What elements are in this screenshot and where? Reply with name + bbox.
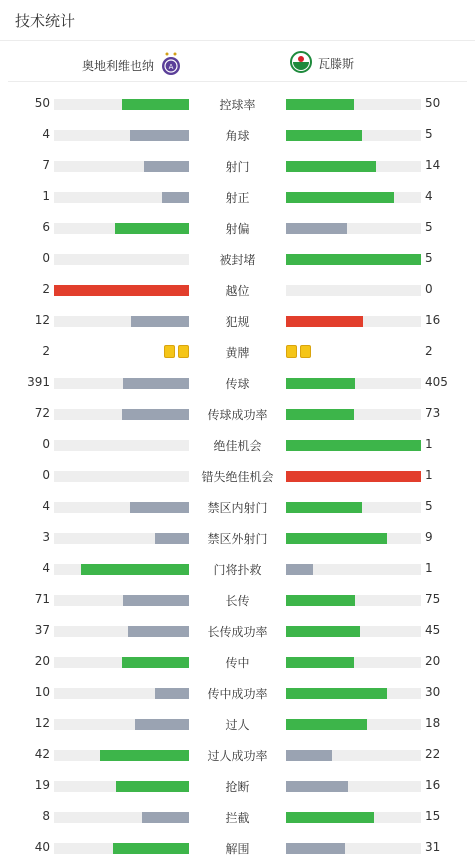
away-value: 50 — [425, 96, 441, 110]
home-bar-fill — [54, 285, 189, 296]
home-value: 50 — [34, 96, 50, 110]
home-bar-fill — [128, 626, 189, 637]
stat-label: 禁区外射门 — [207, 532, 268, 546]
away-bar-fill — [286, 440, 421, 451]
stat-label: 犯规 — [225, 315, 250, 329]
home-bar-track — [54, 285, 189, 296]
stat-row — [0, 841, 475, 855]
stat-label: 角球 — [225, 129, 250, 143]
stat-label: 抢断 — [225, 780, 250, 794]
away-bar-track — [286, 440, 421, 451]
away-bar-fill — [286, 688, 387, 699]
home-bar-track — [54, 502, 189, 513]
home-value: 12 — [34, 716, 50, 730]
home-bar-track — [54, 812, 189, 823]
stat-label: 越位 — [225, 284, 250, 298]
home-bar-track — [54, 130, 189, 141]
stat-row — [0, 190, 475, 204]
home-value: 10 — [34, 685, 50, 699]
stat-label: 过人 — [225, 718, 250, 732]
away-value: 15 — [425, 809, 441, 823]
stat-label: 绝佳机会 — [213, 439, 262, 453]
away-bar-track — [286, 595, 421, 606]
home-value: 4 — [42, 127, 50, 141]
away-bar-track — [286, 564, 421, 575]
home-value: 4 — [42, 499, 50, 513]
stat-row — [0, 97, 475, 111]
away-bar-fill — [286, 409, 354, 420]
away-value: 16 — [425, 313, 441, 327]
stat-label: 射正 — [225, 191, 250, 205]
away-value: 5 — [425, 220, 433, 234]
away-bar-fill — [286, 99, 354, 110]
away-bar-track — [286, 657, 421, 668]
away-team-name: 瓦滕斯 — [318, 57, 355, 71]
stat-label: 解围 — [225, 842, 250, 856]
away-value: 14 — [425, 158, 441, 172]
away-bar-track — [286, 843, 421, 854]
home-value: 6 — [42, 220, 50, 234]
away-bar-fill — [286, 161, 376, 172]
away-bar-fill — [286, 130, 362, 141]
away-bar-track — [286, 409, 421, 420]
stat-label: 传球成功率 — [207, 408, 268, 422]
home-bar-track — [54, 657, 189, 668]
home-bar-fill — [100, 750, 189, 761]
home-bar-fill — [123, 378, 189, 389]
home-bar-fill — [130, 502, 189, 513]
home-value: 40 — [34, 840, 50, 854]
home-bar-track — [54, 254, 189, 265]
stat-row — [0, 686, 475, 700]
away-bar-track — [286, 130, 421, 141]
home-team-name: 奥地利维也纳 — [81, 59, 154, 73]
home-bar-track — [54, 595, 189, 606]
stat-label: 射偏 — [225, 222, 250, 236]
away-value: 75 — [425, 592, 441, 606]
stat-row — [0, 624, 475, 638]
home-value: 391 — [27, 375, 50, 389]
home-value: 1 — [42, 189, 50, 203]
stat-row — [0, 345, 475, 359]
away-value: 30 — [425, 685, 441, 699]
yellow-card-icon — [286, 345, 297, 358]
home-bar-track — [54, 781, 189, 792]
home-bar-fill — [122, 409, 190, 420]
teams-row — [8, 41, 467, 82]
stat-row — [0, 562, 475, 576]
away-bar-track — [286, 750, 421, 761]
stat-label: 拦截 — [225, 811, 250, 825]
home-bar-fill — [155, 688, 189, 699]
home-value: 20 — [34, 654, 50, 668]
home-value: 72 — [34, 406, 50, 420]
stat-label: 黄牌 — [225, 346, 250, 360]
away-bar-track — [286, 471, 421, 482]
away-bar-track — [286, 533, 421, 544]
away-bar-fill — [286, 254, 421, 265]
stat-row — [0, 655, 475, 669]
home-value: 71 — [34, 592, 50, 606]
away-bar-track — [286, 688, 421, 699]
stat-label: 被封堵 — [219, 253, 256, 267]
home-bar-track — [54, 471, 189, 482]
home-bar-track — [54, 223, 189, 234]
home-value: 2 — [42, 344, 50, 358]
away-bar-fill — [286, 192, 394, 203]
home-bar-fill — [131, 316, 189, 327]
stat-row — [0, 221, 475, 235]
stat-label: 射门 — [225, 160, 250, 174]
away-value: 73 — [425, 406, 441, 420]
home-bar-fill — [142, 812, 189, 823]
away-bar-track — [286, 626, 421, 637]
home-bar-track — [54, 626, 189, 637]
home-bar-track — [54, 192, 189, 203]
yellow-card-icon — [164, 345, 175, 358]
away-bar-track — [286, 192, 421, 203]
away-bar-fill — [286, 843, 345, 854]
home-bar-track — [54, 843, 189, 854]
home-team[interactable] — [82, 51, 182, 80]
stat-row — [0, 128, 475, 142]
home-bar-fill — [144, 161, 189, 172]
away-value: 2 — [425, 344, 433, 358]
away-value: 45 — [425, 623, 441, 637]
away-bar-fill — [286, 564, 313, 575]
away-value: 31 — [425, 840, 441, 854]
home-value: 12 — [34, 313, 50, 327]
away-bar-fill — [286, 595, 355, 606]
home-value: 8 — [42, 809, 50, 823]
away-bar-fill — [286, 812, 374, 823]
home-bar-fill — [135, 719, 189, 730]
away-bar-fill — [286, 750, 332, 761]
home-bar-track — [54, 533, 189, 544]
away-value: 9 — [425, 530, 433, 544]
stat-row — [0, 283, 475, 297]
home-bar-fill — [155, 533, 189, 544]
home-value: 19 — [34, 778, 50, 792]
stat-label: 错失绝佳机会 — [201, 470, 274, 484]
away-value: 0 — [425, 282, 433, 296]
away-team[interactable] — [290, 51, 354, 76]
stat-row — [0, 717, 475, 731]
away-bar-fill — [286, 719, 367, 730]
away-value: 1 — [425, 468, 433, 482]
home-bar-track — [54, 440, 189, 451]
home-bar-track — [54, 719, 189, 730]
stat-row — [0, 810, 475, 824]
home-value: 2 — [42, 282, 50, 296]
away-bar-track — [286, 223, 421, 234]
home-bar-track — [54, 161, 189, 172]
stat-row — [0, 252, 475, 266]
stat-label: 传中成功率 — [207, 687, 268, 701]
away-bar-track — [286, 378, 421, 389]
away-value: 18 — [425, 716, 441, 730]
home-bar-track — [54, 564, 189, 575]
home-bar-fill — [116, 781, 189, 792]
home-bar-track — [54, 99, 189, 110]
away-bar-fill — [286, 471, 421, 482]
home-bar-track — [54, 378, 189, 389]
stat-row — [0, 407, 475, 421]
away-bar-track — [286, 99, 421, 110]
away-bar-track — [286, 812, 421, 823]
home-bar-fill — [162, 192, 189, 203]
away-value: 22 — [425, 747, 441, 761]
away-bar-track — [286, 161, 421, 172]
home-value: 4 — [42, 561, 50, 575]
home-value: 0 — [42, 468, 50, 482]
home-value: 7 — [42, 158, 50, 172]
stat-row — [0, 438, 475, 452]
away-bar-track — [286, 719, 421, 730]
away-value: 405 — [425, 375, 448, 389]
away-yellow-cards — [286, 345, 311, 358]
away-bar-track — [286, 285, 421, 296]
home-bar-fill — [130, 130, 189, 141]
stat-row — [0, 314, 475, 328]
away-bar-track — [286, 316, 421, 327]
yellow-card-icon — [178, 345, 189, 358]
stat-row — [0, 531, 475, 545]
home-bar-track — [54, 316, 189, 327]
home-bar-fill — [115, 223, 189, 234]
away-bar-fill — [286, 378, 355, 389]
away-value: 1 — [425, 561, 433, 575]
away-bar-track — [286, 502, 421, 513]
away-value: 16 — [425, 778, 441, 792]
stat-label: 过人成功率 — [207, 749, 268, 763]
stat-label: 禁区内射门 — [207, 501, 268, 515]
home-bar-fill — [81, 564, 189, 575]
away-bar-fill — [286, 502, 362, 513]
home-bar-fill — [122, 657, 190, 668]
header — [0, 0, 475, 41]
stat-row — [0, 159, 475, 173]
away-bar-fill — [286, 626, 360, 637]
stat-label: 长传 — [225, 594, 250, 608]
away-bar-fill — [286, 316, 363, 327]
home-bar-track — [54, 750, 189, 761]
away-bar-track — [286, 254, 421, 265]
away-value: 5 — [425, 499, 433, 513]
away-bar-fill — [286, 223, 347, 234]
home-value: 42 — [34, 747, 50, 761]
page-title: 技术统计 — [15, 12, 76, 30]
home-value: 0 — [42, 437, 50, 451]
away-value: 20 — [425, 654, 441, 668]
away-bar-fill — [286, 781, 348, 792]
stat-label: 传中 — [225, 656, 250, 670]
away-bar-fill — [286, 533, 387, 544]
home-bar-track — [54, 688, 189, 699]
stat-label: 传球 — [225, 377, 250, 391]
stat-row — [0, 593, 475, 607]
stat-row — [0, 469, 475, 483]
away-value: 4 — [425, 189, 433, 203]
home-value: 3 — [42, 530, 50, 544]
stat-row — [0, 748, 475, 762]
away-bar-track — [286, 781, 421, 792]
home-bar-fill — [113, 843, 189, 854]
home-bar-fill — [123, 595, 189, 606]
away-team-logo-icon — [290, 51, 312, 76]
home-value: 37 — [34, 623, 50, 637]
stat-label: 控球率 — [219, 98, 256, 112]
stat-label: 门将扑救 — [213, 563, 262, 577]
stat-label: 长传成功率 — [207, 625, 268, 639]
stat-row — [0, 779, 475, 793]
stat-row — [0, 500, 475, 514]
svg-text:A: A — [168, 63, 174, 71]
away-bar-fill — [286, 657, 354, 668]
home-bar-track — [54, 409, 189, 420]
yellow-card-icon — [300, 345, 311, 358]
away-value: 5 — [425, 251, 433, 265]
home-yellow-cards — [164, 345, 189, 358]
home-bar-fill — [122, 99, 190, 110]
home-value: 0 — [42, 251, 50, 265]
home-team-logo-icon — [160, 51, 182, 80]
stat-row — [0, 376, 475, 390]
away-value: 1 — [425, 437, 433, 451]
away-value: 5 — [425, 127, 433, 141]
